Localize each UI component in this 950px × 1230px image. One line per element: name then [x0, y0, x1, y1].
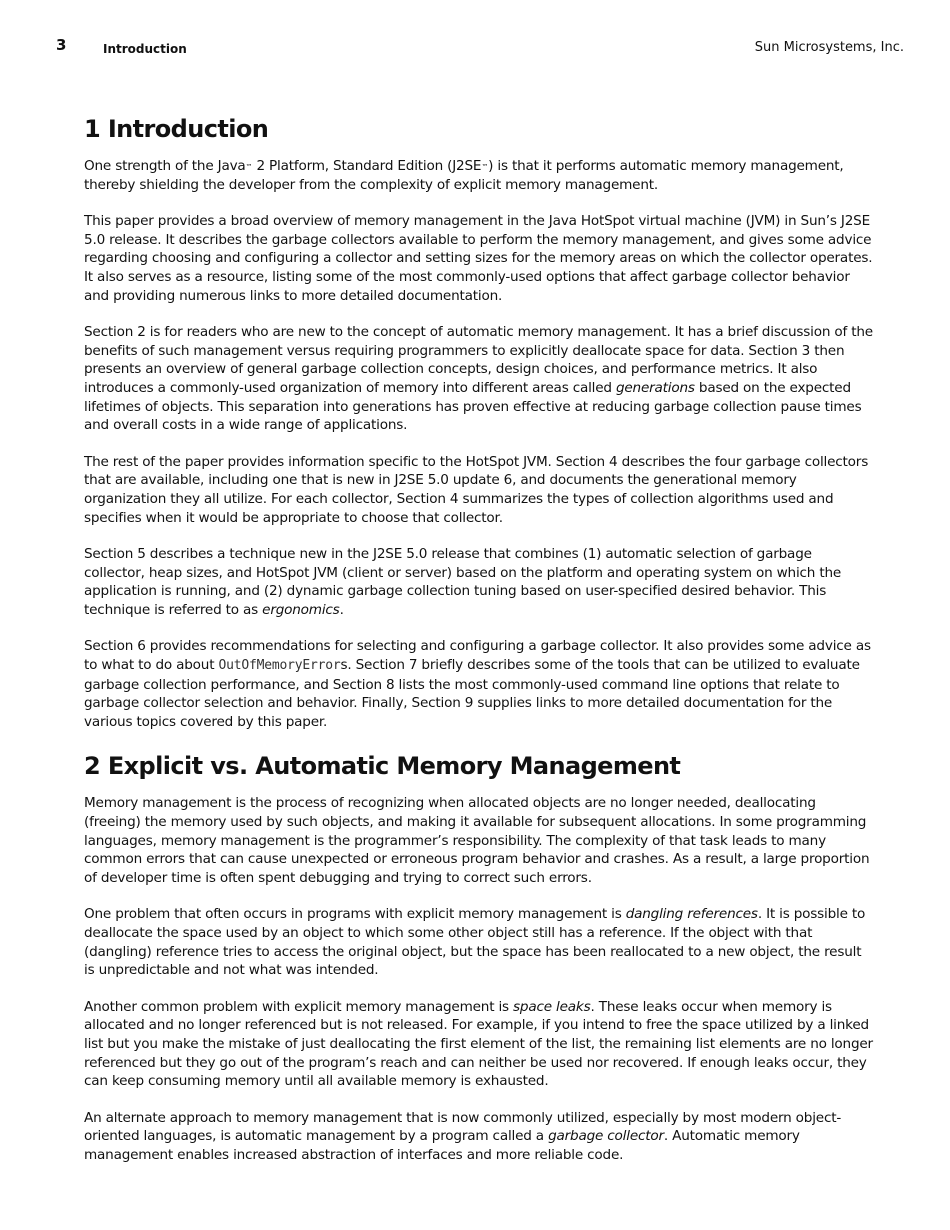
trademark-symbol: ™ [481, 163, 489, 171]
company-name: Sun Microsystems, Inc. [754, 40, 904, 55]
page-number: 3 [56, 36, 67, 54]
term-garbage-collector: garbage collector [548, 1128, 664, 1145]
section-2-paragraph-4: An alternate approach to memory management that is now commonly utilized, especially by most modern object-oriented languages, is automatic management by a program called a garbage collector. Automatic memory management enables increased abstraction of interfaces and more reliable code. [84, 1109, 842, 1163]
section-2-heading: 2 Explicit vs. Automatic Memory Management [84, 752, 681, 781]
section-2-paragraph-2: One problem that often occurs in programs with explicit memory management is dangling references. It is possible to deallocate the space used by an object to which some other object still has a reference. If the object with that (dangling) reference tries to access the original object, but the space has been reallocated to a new object, the result is unpredictable and not what was intended. [84, 906, 866, 979]
term-ergonomics: ergonomics [262, 601, 340, 618]
page-body [84, 112, 874, 1165]
trademark-symbol: ™ [245, 163, 253, 171]
section-1-paragraph-3: Section 2 is for readers who are new to the concept of automatic memory management. It has a brief discussion of the benefits of such management versus requiring programmers to explicitly deallocate space for data. Section 3 then presents an overview of general garbage collection concepts, design choices, and performance metrics. It also introduces a commonly-used organization of memory into different areas called generations based on the expected lifetimes of objects. This separation into generations has proven effective at reducing garbage collection pause times and overall costs in a wide range of applications. [84, 324, 873, 434]
section-1-paragraph-4: The rest of the paper provides information specific to the HotSpot JVM. Section 4 describes the four garbage collectors that are available, including one that is new in J2SE 5.0 update 6, and documents the generational memory organization they all utilize. For each collector, Section 4 summarizes the types of collection algorithms used and specifies when it would be appropriate to choose that collector. [84, 453, 869, 526]
section-1-paragraph-5: Section 5 describes a technique new in the J2SE 5.0 release that combines (1) automatic selection of garbage collector, heap sizes, and HotSpot JVM (client or server) based on the platform and operating system on which the application is running, and (2) dynamic garbage collection tuning based on user-specified desired behavior. This technique is referred to as ergonomics. [84, 546, 842, 618]
running-head: Introduction [103, 42, 187, 56]
section-1-paragraph-1: One strength of the Java™ 2 Platform, Standard Edition (J2SE™) is that it performs automatic memory management, thereby shielding the developer from the complexity of explicit memory management. [84, 158, 844, 193]
term-generations: generations [615, 379, 695, 396]
code-outofmemoryerror: OutOfMemoryError [218, 658, 341, 674]
section-2-paragraph-3: Another common problem with explicit memory management is space leaks. These leaks occur when memory is allocated and no longer referenced but is not released. For example, if you intend to free the space utilized by a linked list but you make the mistake of just deallocating the first element of the list, the remaining list elements are no longer referenced but they go out of the program’s reach and can neither be used nor recovered. If enough leaks occur, they can keep consuming memory until all available memory is exhausted. [84, 998, 873, 1090]
section-1-heading: 1 Introduction [84, 115, 269, 143]
section-1-paragraph-2: This paper provides a broad overview of memory management in the Java HotSpot virtual machine (JVM) in Sun’s J2SE 5.0 release. It describes the garbage collectors available to perform the memory management, and gives some advice regarding choosing and configuring a collector and setting sizes for the memory areas on which the collector operates. It also serves as a resource, listing some of the most commonly-used options that affect garbage collector behavior and providing numerous links to more detailed documentation. [84, 213, 873, 304]
section-1-paragraph-6: Section 6 provides recommendations for selecting and configuring a garbage collector. It also provides some advice as to what to do about OutOfMemoryErrors. Section 7 briefly describes some of the tools that can be utilized to evaluate garbage collection performance, and Section 8 lists the most commonly-used command line options that relate to garbage collector selection and behavior. Finally, Section 9 supplies links to more detailed documentation for the various topics covered by this paper. [84, 638, 871, 730]
term-space-leaks: space leaks [513, 998, 591, 1015]
term-dangling-references: dangling references [625, 906, 758, 923]
section-2-paragraph-1: Memory management is the process of recognizing when allocated objects are no longer needed, deallocating (freeing) the memory used by such objects, and making it available for subsequent allocations. In some programming languages, memory management is the programmer’s responsibility. The complexity of that task leads to many common errors that can cause unexpected or erroneous program behavior and crashes. As a result, a large proportion of developer time is often spent debugging and trying to correct such errors. [84, 795, 870, 886]
